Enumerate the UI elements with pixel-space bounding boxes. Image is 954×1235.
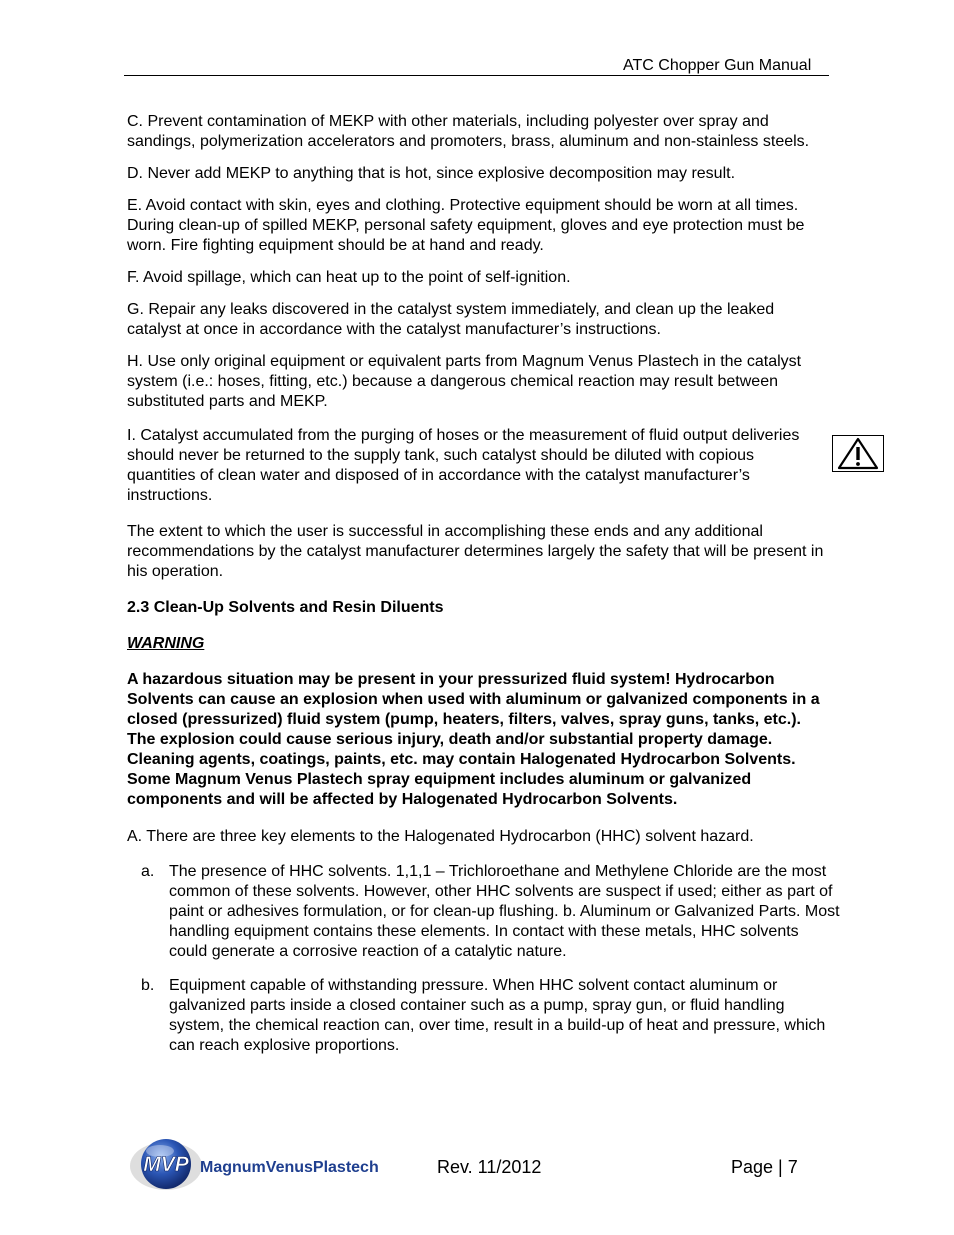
list-marker: b.: [141, 977, 155, 994]
paragraph-e: E. Avoid contact with skin, eyes and clothing. Protective equipment should be worn at all times. During clean-up of spilled MEKP, personal safety equipment, gloves and eye protection must be worn. Fire fighting equipment should be at hand and ready.: [127, 197, 805, 254]
hhc-intro: A. There are three key elements to the Halogenated Hydrocarbon (HHC) solvent hazard.: [127, 828, 754, 845]
page-number: Page | 7: [731, 1157, 798, 1177]
paragraph-extent: The extent to which the user is successful in accomplishing these ends and any additional recommendations by the catalyst manufacturer determines largely the safety that will be present in his operation.: [127, 523, 824, 580]
section-heading: 2.3 Clean-Up Solvents and Resin Diluents: [127, 599, 444, 616]
logo-name: MagnumVenusPlastech: [200, 1159, 379, 1176]
paragraph-i: I. Catalyst accumulated from the purging of hoses or the measurement of fluid output deliveries should never be returned to the supply tank, such catalyst should be diluted with copious quantities of clean water and disposed of in accordance with the catalyst manufacturer’s instructions.: [127, 427, 800, 504]
paragraph-h: H. Use only original equipment or equivalent parts from Magnum Venus Plastech in the catalyst system (i.e.: hoses, fitting, etc.) because a dangerous chemical reaction may result between substituted parts and MEKP.: [127, 353, 802, 410]
paragraph-g: G. Repair any leaks discovered in the catalyst system immediately, and clean up the leaked catalyst at once in accordance with the catalyst manufacturer’s instructions.: [127, 301, 775, 338]
mvp-logo: [120, 1135, 405, 1193]
list-item-text: The presence of HHC solvents. 1,1,1 – Trichloroethane and Methylene Chloride are the most common of these solvents. However, other HHC solvents are suspect if used; either as part of paint or adhesives formulation, or for clean-up flushing. b. Aluminum or Galvanized Parts. Most handling equipment contains these elements. In contact with these metals, HHC solvents could generate a corrosive reaction of a catalytic nature.: [169, 863, 840, 960]
list-item: [127, 976, 841, 1056]
header-rule: [124, 75, 829, 76]
revision-date: Rev. 11/2012: [437, 1157, 542, 1177]
list-item: [127, 862, 841, 962]
paragraph-f: F. Avoid spillage, which can heat up to the point of self-ignition.: [127, 269, 571, 286]
warning-triangle-icon: [832, 435, 884, 472]
document-body: [127, 112, 840, 1070]
header-title: ATC Chopper Gun Manual: [623, 57, 812, 74]
paragraph-d: D. Never add MEKP to anything that is hot, since explosive decomposition may result.: [127, 165, 736, 182]
paragraph-c: C. Prevent contamination of MEKP with other materials, including polyester over spray and sandings, polymerization accelerators and promoters, brass, aluminum and non-stainless steels.: [127, 113, 810, 150]
list-marker: a.: [141, 863, 155, 880]
list-item-text: Equipment capable of withstanding pressure. When HHC solvent contact aluminum or galvanized parts inside a closed container such as a pump, spray gun, or fluid handling system, the chemical reaction can, over time, result in a build-up of heat and pressure, which can reach explosive proportions.: [169, 977, 826, 1054]
warning-text: A hazardous situation may be present in your pressurized fluid system! Hydrocarbon Solvents can cause an explosion when used with aluminum or galvanized components in a closed (pressurized) fluid system (pump, heaters, filters, valves, spray guns, tanks, etc.). The explosion could cause serious injury, death and/or substantial property damage. Cleaning agents, coatings, paints, etc. may contain Halogenated Hydrocarbon Solvents. Some Magnum Venus Plastech spray equipment includes aluminum or galvanized components and will be affected by Halogenated Hydrocarbon Solvents.: [127, 671, 820, 808]
hhc-list: [127, 862, 840, 1056]
logo-mark: MVP: [143, 1153, 189, 1176]
warning-label: WARNING: [127, 635, 205, 652]
